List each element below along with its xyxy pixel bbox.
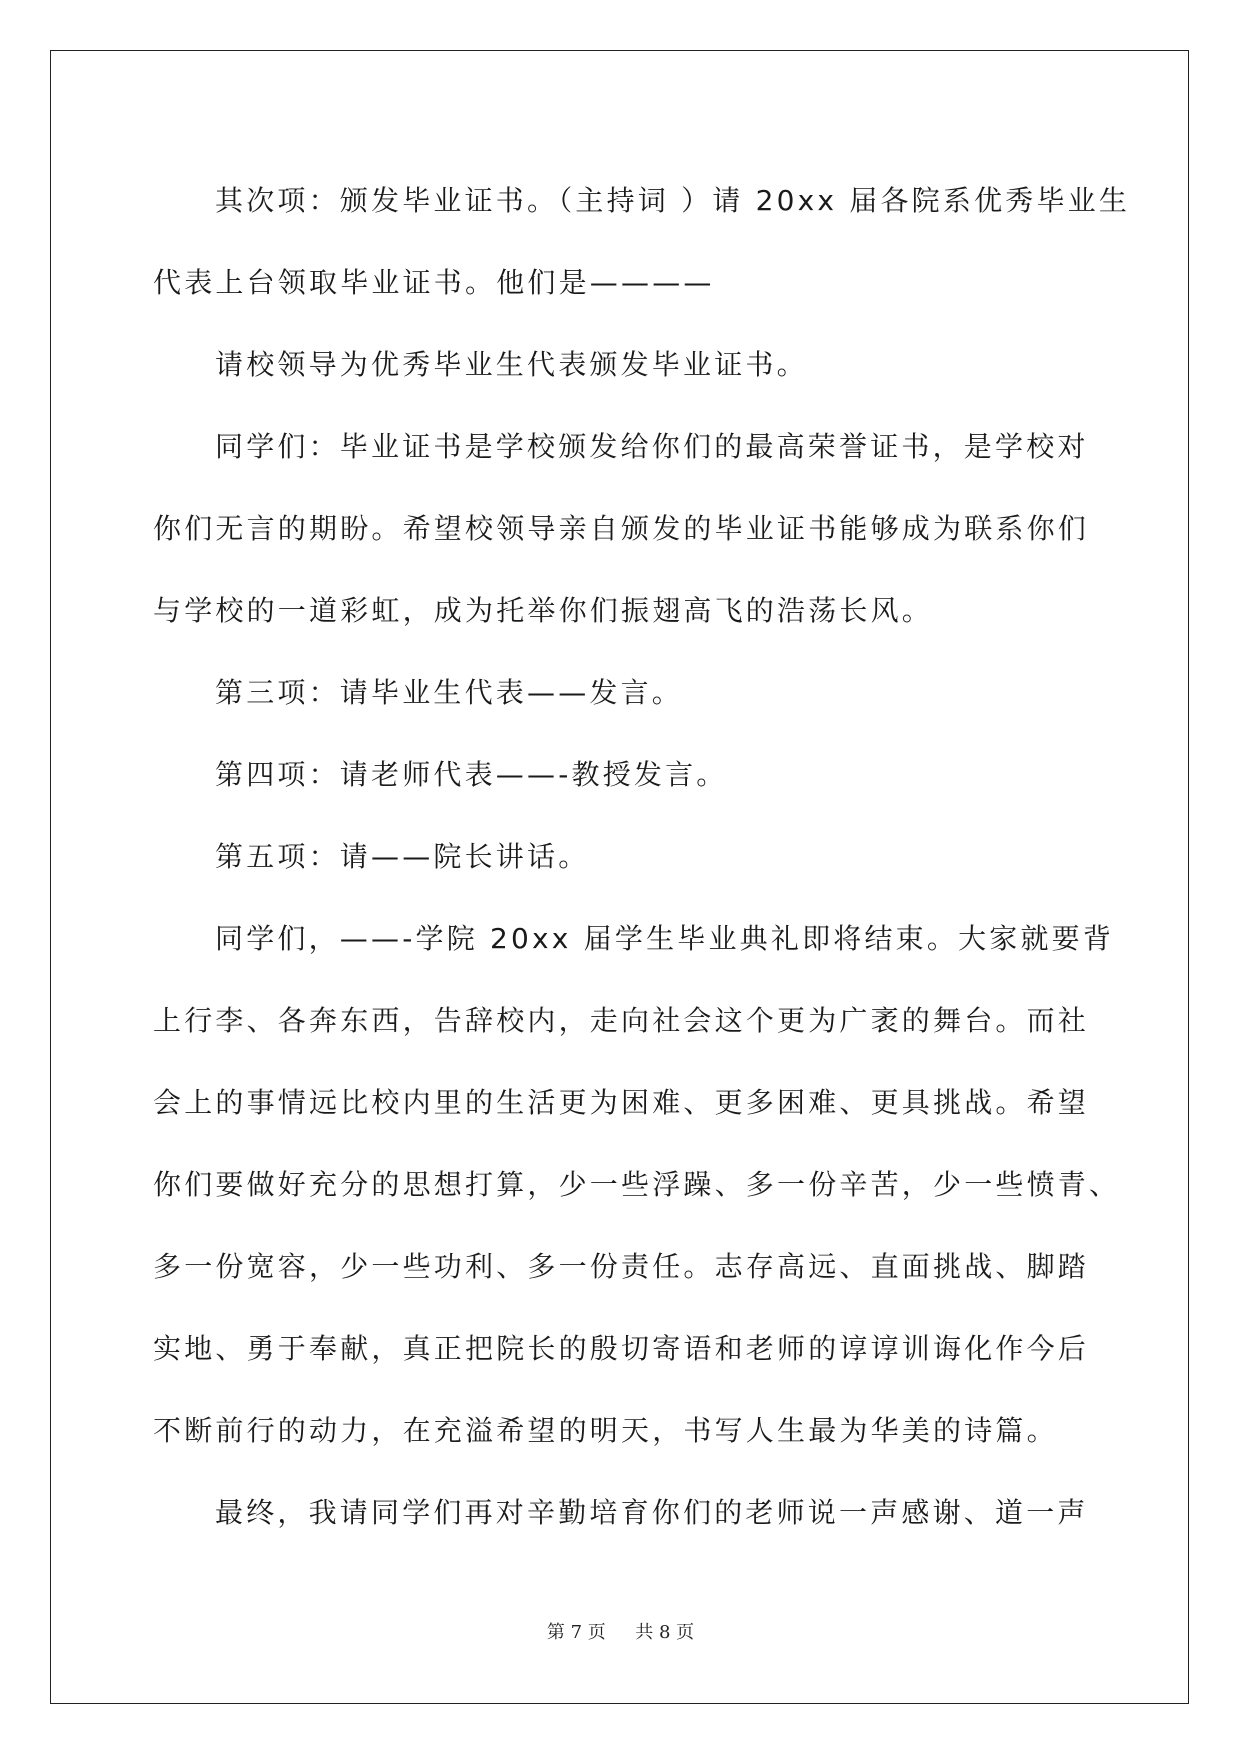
page-number: 第 7 页 (546, 1622, 606, 1643)
text-line: 会上的事情远比校内里的生活更为困难、更多困难、更具挑战。希望 (153, 1086, 1090, 1119)
page-total: 共 8 页 (635, 1622, 695, 1643)
paragraph (153, 898, 1121, 1472)
text-line: 上行李、各奔东西，告辞校内，走向社会这个更为广袤的舞台。而社 (153, 1004, 1090, 1037)
text-line: 第四项：请老师代表——-教授发言。 (215, 758, 728, 791)
paragraph (153, 652, 1115, 734)
paragraph (153, 160, 1131, 324)
text-line: 同学们：毕业证书是学校颁发给你们的最高荣誉证书，是学校对 (215, 430, 1089, 463)
page-footer (0, 1618, 1241, 1644)
document-body (153, 160, 1131, 1554)
text-line: 多一份宽容，少一些功利、多一份责任。志存高远、直面挑战、脚踏 (153, 1250, 1090, 1283)
text-line: 不断前行的动力，在充溢希望的明天，书写人生最为华美的诗篇。 (153, 1414, 1058, 1447)
text-line: 实地、勇于奉献，真正把院长的殷切寄语和老师的谆谆训诲化作今后 (153, 1332, 1090, 1365)
paragraph (153, 406, 1115, 652)
text-line: 同学们，——-学院 20xx 届学生毕业典礼即将结束。大家就要背 (215, 922, 1115, 955)
paragraph (153, 816, 1115, 898)
text-line: 与学校的一道彩虹，成为托举你们振翅高飞的浩荡长风。 (153, 594, 934, 627)
paragraph (153, 324, 1115, 406)
paragraph (153, 1472, 1115, 1554)
paragraph (153, 734, 1115, 816)
text-line: 第五项：请——院长讲话。 (215, 840, 590, 873)
text-line: 代表上台领取毕业证书。他们是———— (153, 266, 715, 299)
text-line: 请校领导为优秀毕业生代表颁发毕业证书。 (215, 348, 808, 381)
text-line: 第三项：请毕业生代表——发言。 (215, 676, 684, 709)
text-line: 你们无言的期盼。希望校领导亲自颁发的毕业证书能够成为联系你们 (153, 512, 1090, 545)
text-line: 最终，我请同学们再对辛勤培育你们的老师说一声感谢、道一声 (215, 1496, 1089, 1529)
text-line: 你们要做好充分的思想打算，少一些浮躁、多一份辛苦，少一些愤青、 (153, 1168, 1121, 1201)
text-line: 其次项：颁发毕业证书。（主持词 ）请 20xx 届各院系优秀毕业生 (215, 184, 1131, 217)
